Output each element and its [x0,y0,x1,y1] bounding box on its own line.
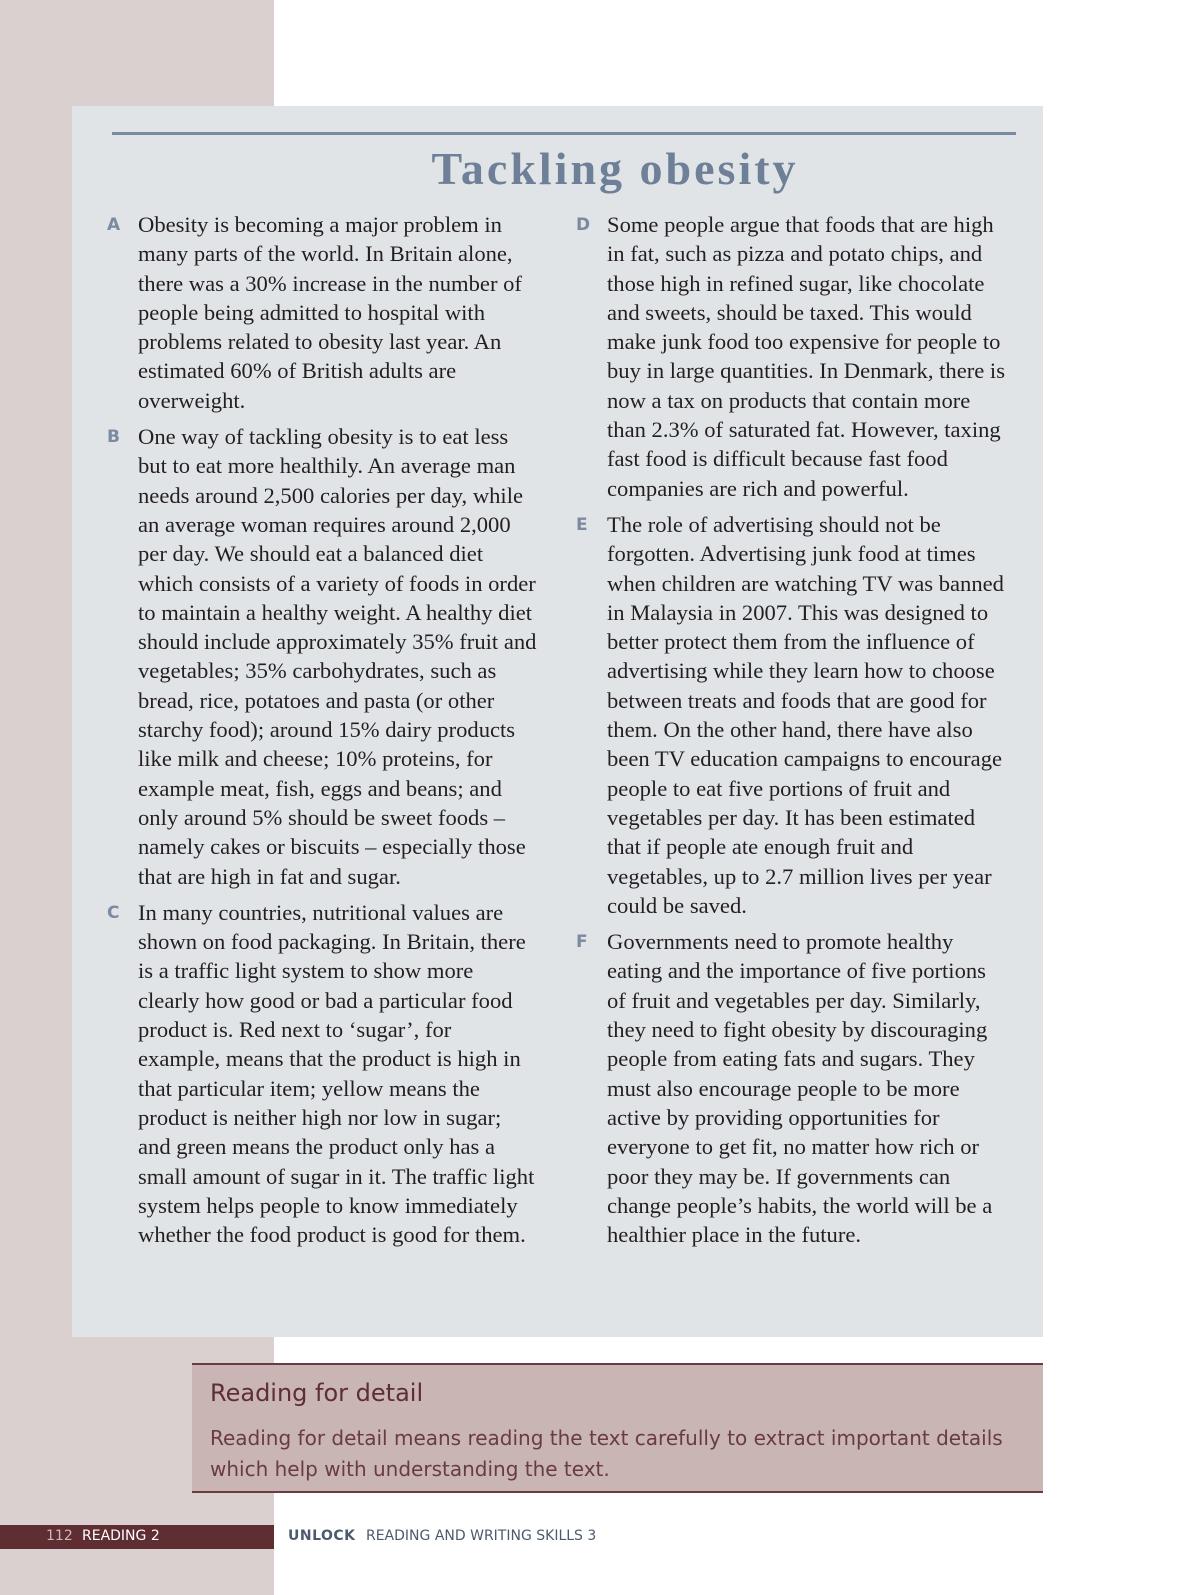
paragraph-d [576,210,1006,503]
paragraph-letter: C [107,902,120,923]
article-title: Tackling obesity [431,143,799,194]
paragraph-letter: B [107,427,120,448]
unlock-logo: UNLOCK [288,1528,356,1544]
tip-body: Reading for detail means reading the text carefully to extract important details which help with understanding the text. [210,1426,1003,1481]
paragraph-text: One way of tackling obesity is to eat less but to eat more healthily. An average man needs around 2,500 calories per day, while an average woman requires around 2,000 per day. We should eat a balanced diet which consists of a variety of foods in order to maintain a healthy weight. A healthy diet should include approximately 35% fruit and vegetables; 35% carbohydrates, such as bread, rice, potatoes and pasta (or other starchy food); around 15% dairy products like milk and cheese; 10% proteins, for example meat, fish, eggs and beans; and only around 5% should be sweet foods – namely cakes or biscuits – especially those that are high in fat and sugar. [138,424,537,889]
tip-title: Reading for detail [210,1379,424,1407]
paragraph-c [107,898,537,1250]
paragraph-letter: A [107,215,121,235]
paragraph-b [107,422,537,891]
paragraph-text: Obesity is becoming a major problem in many parts of the world. In Britain alone, there was a 30% increase in the number of people being admitted to hospital with problems related to obesity last year. An estimated 60% of British adults are overweight. [138,212,522,413]
book-brand [288,1528,596,1544]
paragraph-letter: F [576,932,588,953]
paragraph-letter: E [576,514,588,535]
paragraph-text: Governments need to promote healthy eating and the importance of five portions of fruit and vegetables per day. Similarly, they need to fight obesity by discouraging people from eating fats and sugars. They must also encourage people to be more active by providing opportunities for everyone to get fit, no matter how rich or poor they may be. If governments can change people’s habits, the world will be a healthier place in the future. [607,929,993,1248]
title-rule [112,132,1016,135]
paragraph-f [576,927,1006,1249]
footer-section-bar [0,1525,274,1549]
reading-tip-box [192,1363,1043,1493]
paragraph-a [107,210,537,415]
paragraph-letter: D [576,215,591,235]
left-column [107,210,537,1256]
paragraph-e [576,510,1006,920]
section-name: READING 2 [82,1528,160,1544]
page-number: 112 [46,1528,73,1544]
paragraph-text: Some people argue that foods that are high in fat, such as pizza and potato chips, and those high in refined sugar, like chocolate and sweets, should be taxed. This would make junk food too expensive for people to buy in large quantities. In Denmark, there is now a tax on products that contain more than 2.3% of saturated fat. However, taxing fast food is difficult because fast food companies are rich and powerful. [607,212,1006,501]
book-title: READING AND WRITING SKILLS 3 [365,1528,597,1544]
paragraph-text: In many countries, nutritional values are shown on food packaging. In Britain, there is a traffic light system to show more clearly how good or bad a particular food product is. Red next to ‘sugar’, for example, means that the product is high in that particular item; yellow means the product is neither high nor low in sugar; and green means the product only has a small amount of sugar in it. The traffic light system helps people to know immediately whether the food product is good for them. [138,899,535,1248]
paragraph-text: The role of advertising should not be forgotten. Advertising junk food at times when children are watching TV was banned in Malaysia in 2007. This was designed to better protect them from the influence of advertising while they learn how to choose between treats and foods that are good for them. On the other hand, there have also been TV education campaigns to encourage people to eat five portions of fruit and vegetables per day. It has been estimated that if people ate enough fruit and vegetables, up to 2.7 million lives per year could be saved. [607,511,1004,918]
right-column [576,210,1006,1256]
reading-text-panel [72,106,1043,1337]
